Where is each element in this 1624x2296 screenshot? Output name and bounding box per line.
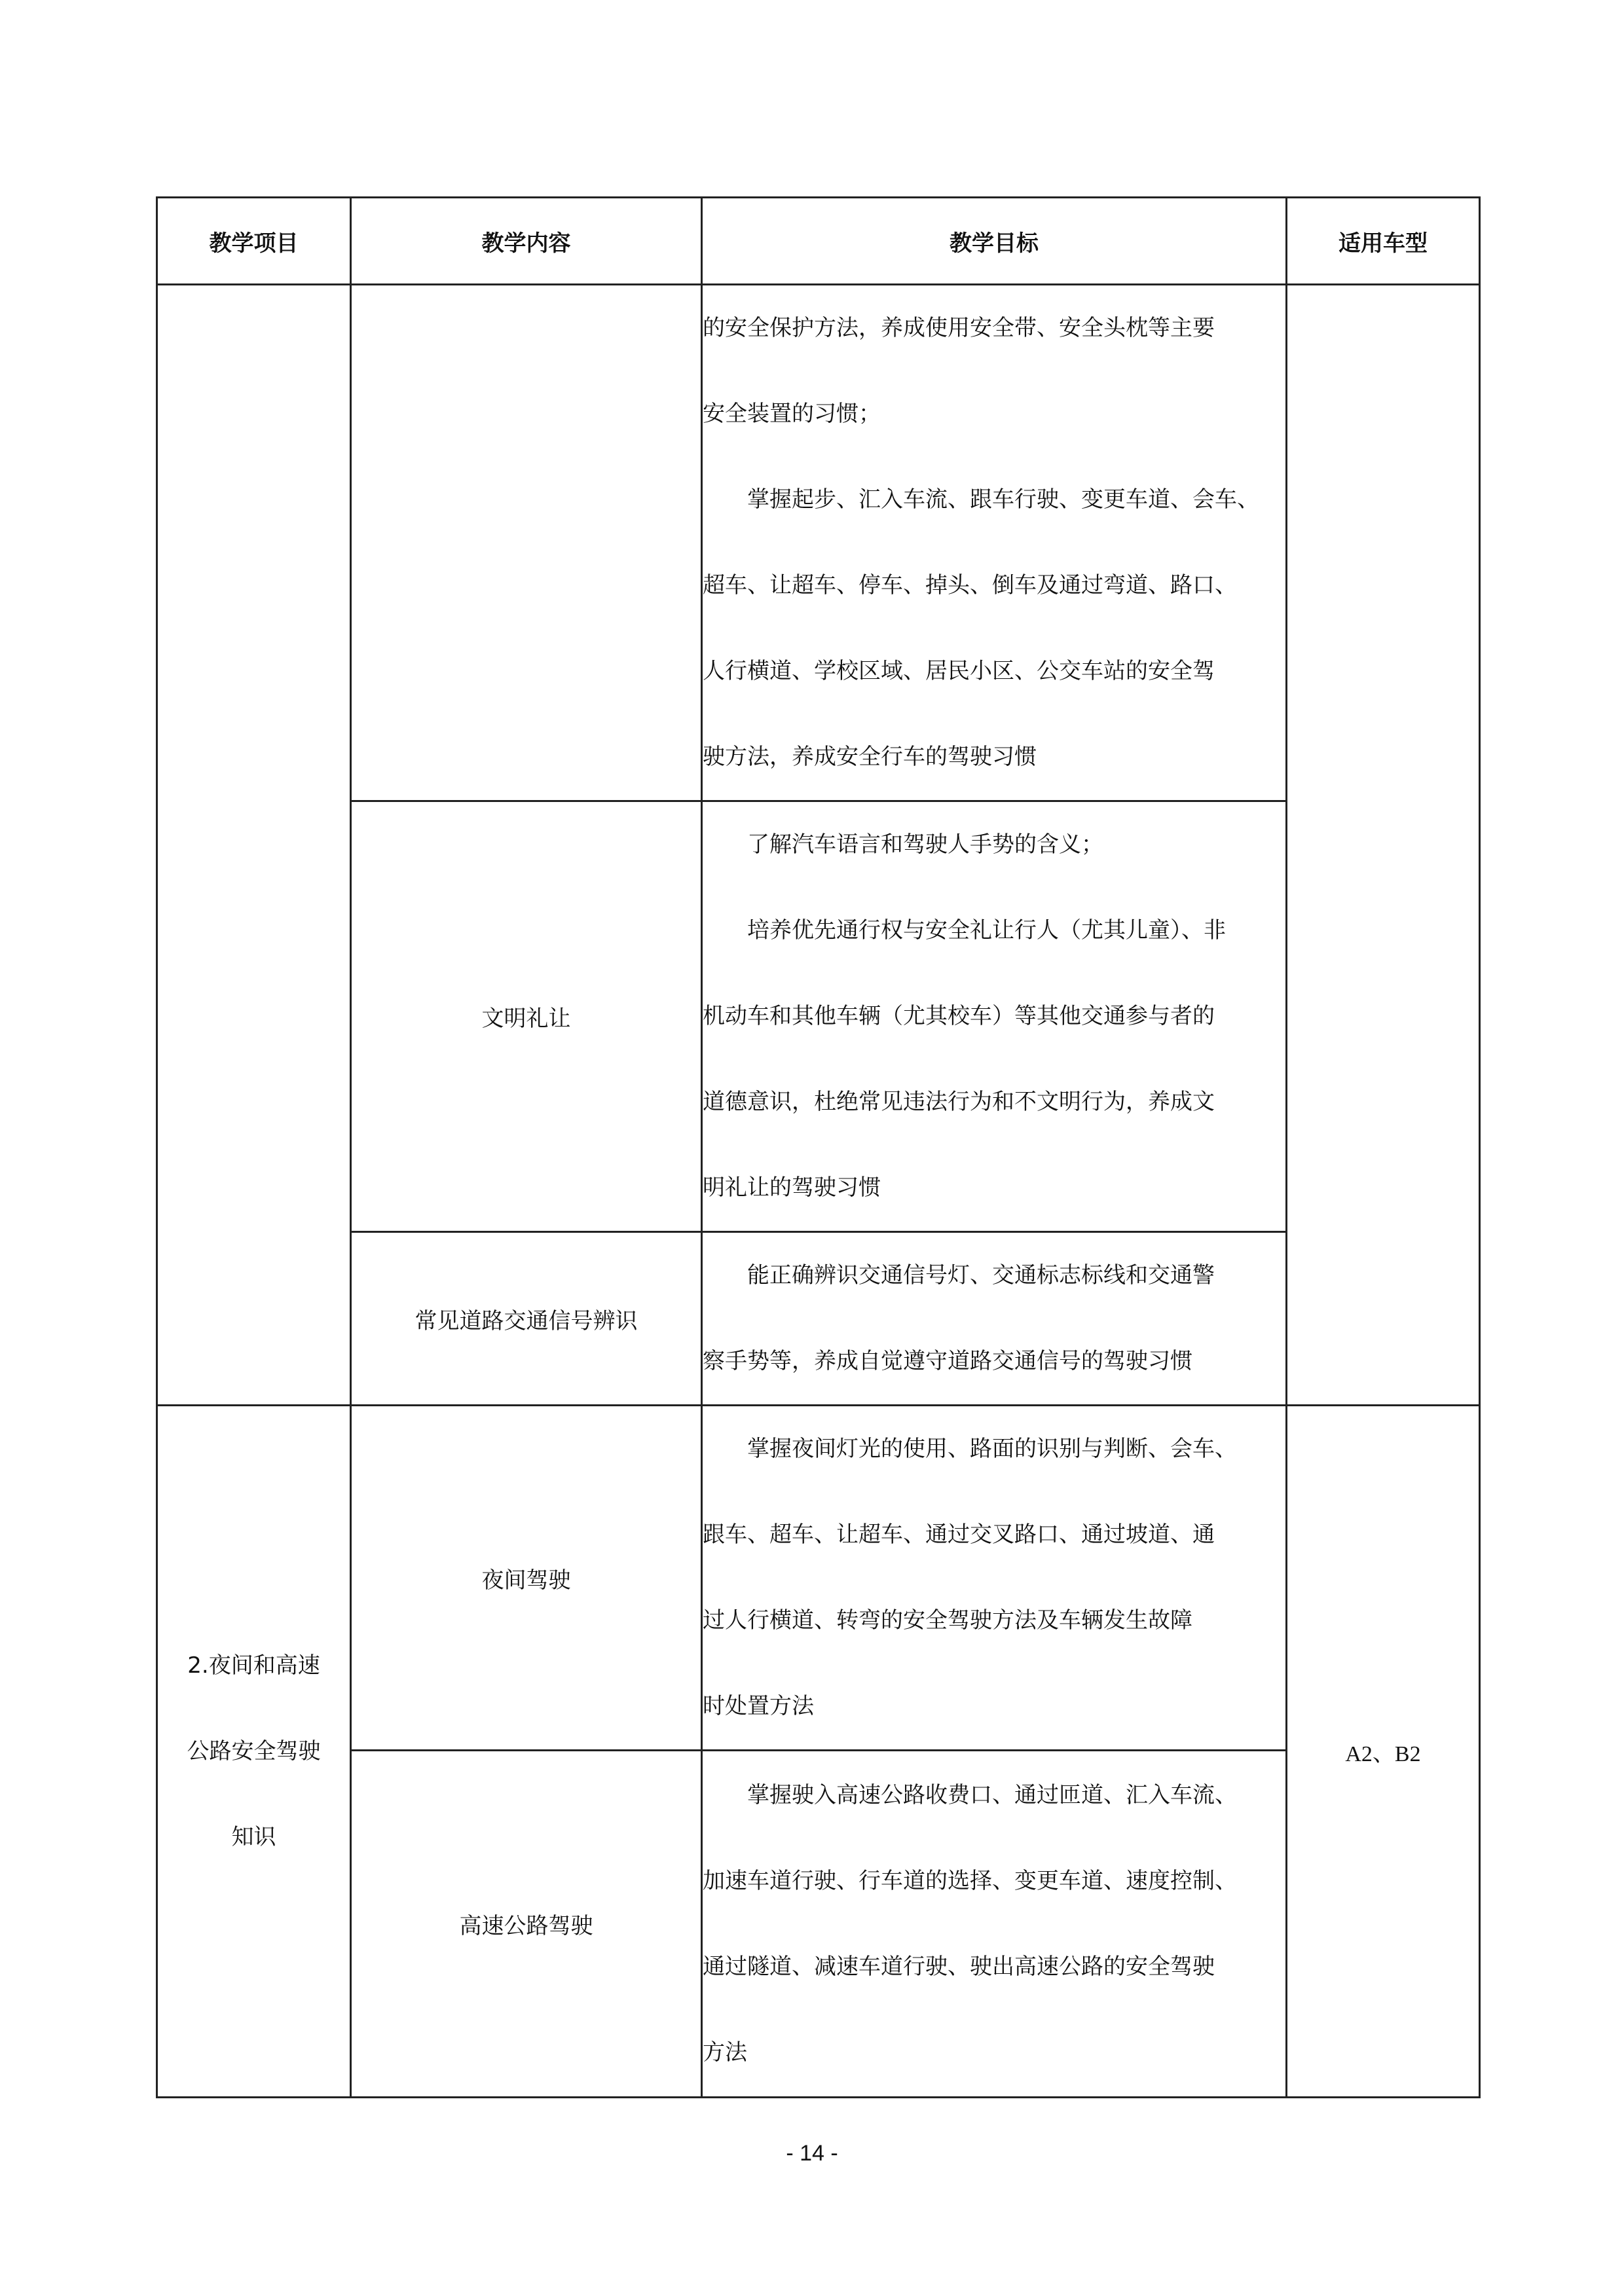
content-cell: 常见道路交通信号辨识: [351, 1232, 702, 1406]
goal-line: 加速车道行驶、行车道的选择、变更车道、速度控制、: [703, 1867, 1237, 1894]
goal-line: 明礼让的驾驶习惯: [703, 1175, 881, 1201]
table-row: [157, 285, 1480, 801]
goal-line: 机动车和其他车辆（尤其校车）等其他交通参与者的: [703, 1003, 1215, 1029]
project-line: 公路安全驾驶: [187, 1738, 321, 1764]
teaching-table: [156, 196, 1481, 2098]
table-header-row: [157, 198, 1480, 285]
page-number: - 14 -: [786, 2141, 838, 2166]
table-row: [157, 1751, 1480, 2098]
goal-cell: [702, 1751, 1287, 2098]
goal-line: 道德意识，杜绝常见违法行为和不文明行为，养成文: [703, 1089, 1215, 1115]
project-line: 知识: [231, 1823, 276, 1850]
goal-line: 的安全保护方法，养成使用安全带、安全头枕等主要: [703, 315, 1215, 341]
goal-cell: [702, 1232, 1287, 1406]
vehicle-cell: A2、B2: [1287, 1406, 1480, 2098]
goal-line: 掌握夜间灯光的使用、路面的识别与判断、会车、: [747, 1436, 1237, 1462]
project-cell: [157, 1406, 351, 2098]
table-row: [157, 801, 1480, 1232]
content-cell: 高速公路驾驶: [351, 1751, 702, 2098]
vehicle-cell-continued: [1287, 285, 1480, 1406]
project-line: 2.夜间和高速: [187, 1652, 320, 1679]
header-project: 教学项目: [157, 198, 351, 285]
goal-line: 人行横道、学校区域、居民小区、公交车站的安全驾: [703, 658, 1215, 684]
header-goal: 教学目标: [702, 198, 1287, 285]
goal-line: 通过隧道、减速车道行驶、驶出高速公路的安全驾驶: [703, 1953, 1215, 1980]
table-row: [157, 1232, 1480, 1406]
header-content: 教学内容: [351, 198, 702, 285]
goal-cell: [702, 285, 1287, 801]
goal-line: 时处置方法: [703, 1693, 814, 1719]
goal-line: 能正确辨识交通信号灯、交通标志标线和交通警: [747, 1262, 1215, 1288]
goal-line: 驶方法，养成安全行车的驾驶习惯: [703, 744, 1037, 770]
goal-line: 超车、让超车、停车、掉头、倒车及通过弯道、路口、: [703, 572, 1237, 598]
project-cell-continued: [157, 285, 351, 1406]
goal-line: 察手势等，养成自觉遵守道路交通信号的驾驶习惯: [703, 1348, 1192, 1374]
goal-line: 了解汽车语言和驾驶人手势的含义；: [747, 831, 1103, 858]
table-row: [157, 1406, 1480, 1751]
goal-line: 掌握驶入高速公路收费口、通过匝道、汇入车流、: [747, 1781, 1237, 1808]
content-cell: 夜间驾驶: [351, 1406, 702, 1751]
content-cell: 文明礼让: [351, 801, 702, 1232]
header-vehicle: 适用车型: [1287, 198, 1480, 285]
goal-cell: [702, 1406, 1287, 1751]
content-cell-continued: [351, 285, 702, 801]
goal-line: 培养优先通行权与安全礼让行人（尤其儿童）、非: [747, 917, 1226, 943]
goal-line: 掌握起步、汇入车流、跟车行驶、变更车道、会车、: [747, 486, 1259, 513]
goal-line: 跟车、超车、让超车、通过交叉路口、通过坡道、通: [703, 1522, 1215, 1548]
goal-cell: [702, 801, 1287, 1232]
goal-line: 过人行横道、转弯的安全驾驶方法及车辆发生故障: [703, 1607, 1192, 1633]
goal-line: 方法: [703, 2039, 747, 2066]
goal-line: 安全装置的习惯；: [703, 401, 881, 427]
